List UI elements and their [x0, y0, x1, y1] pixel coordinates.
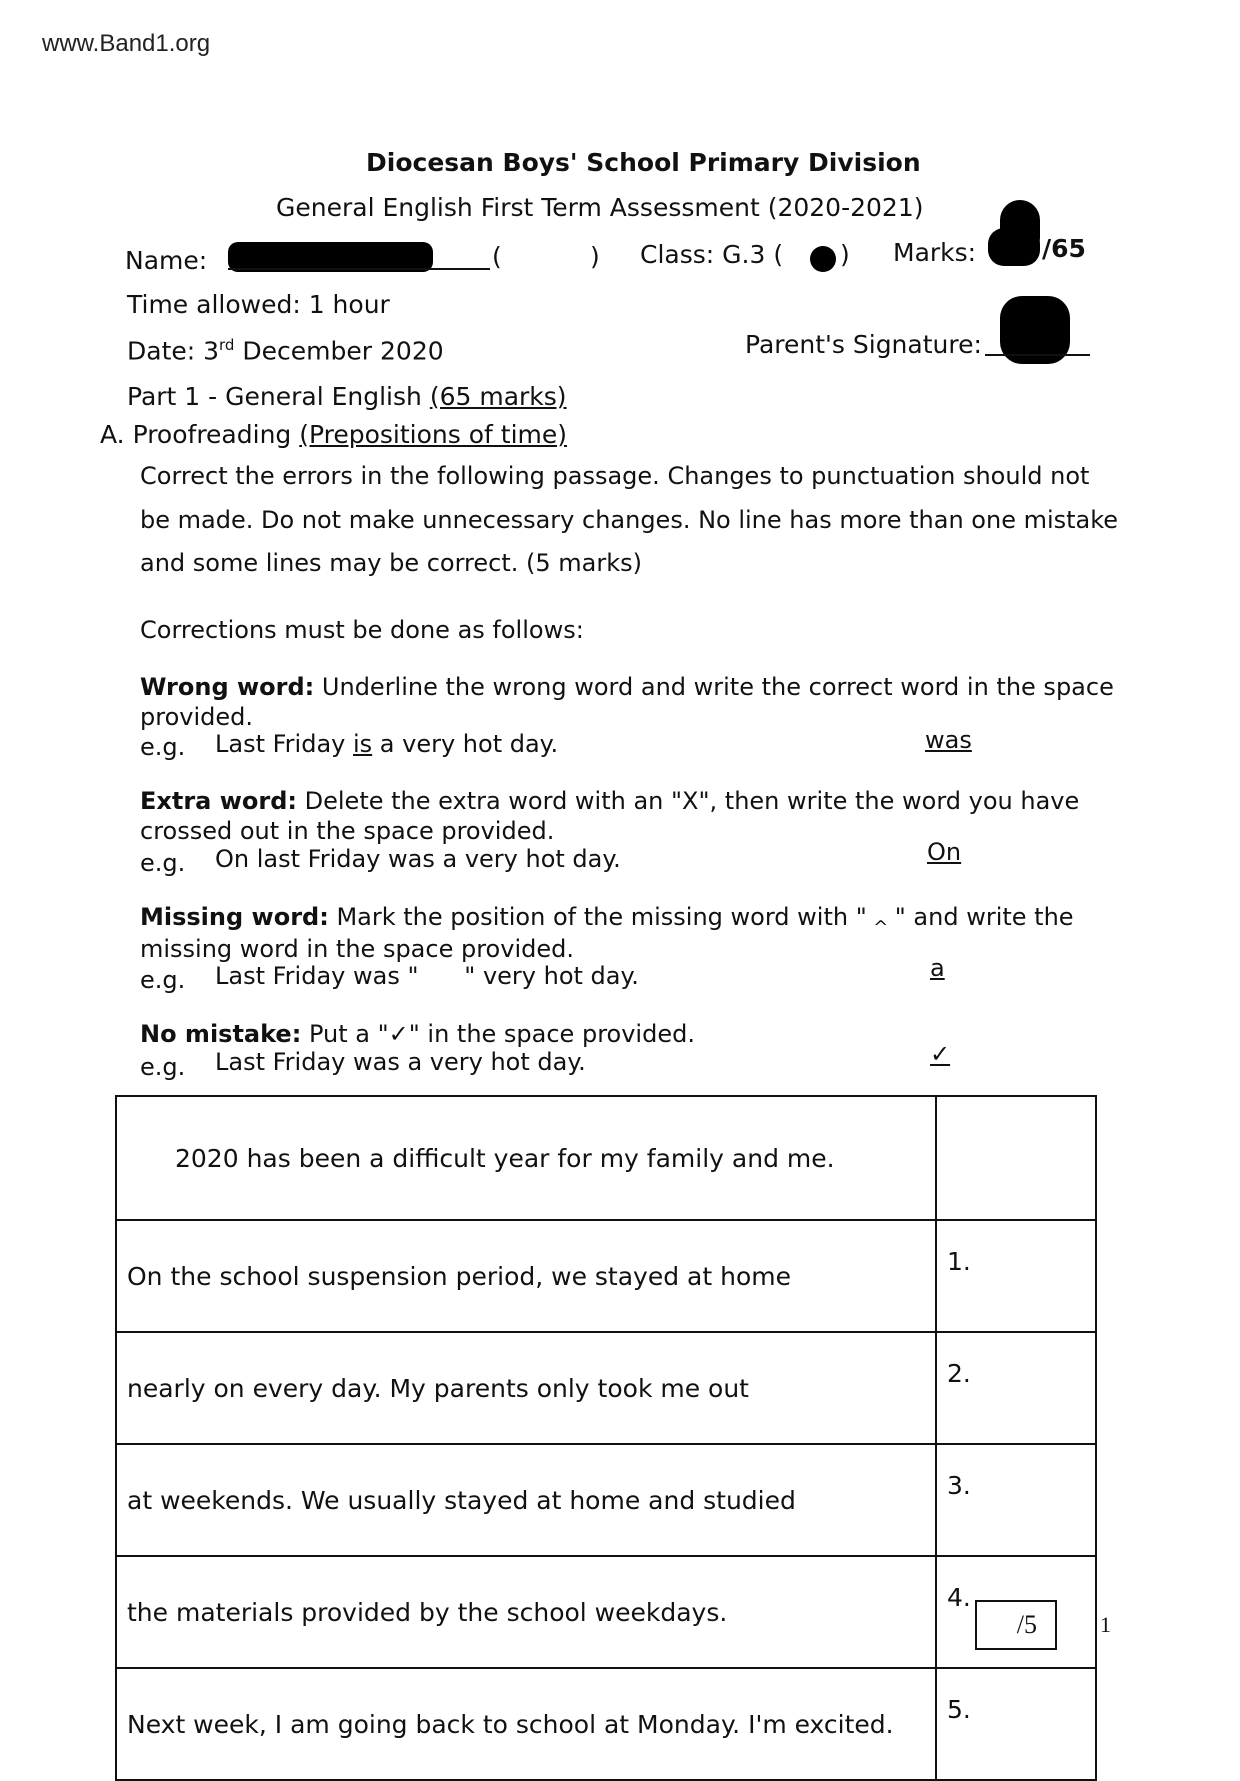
rule-extra-word: Extra word: Delete the extra word with an "X", then write the word you have — [140, 787, 1080, 815]
answer-cell[interactable]: 1. — [936, 1220, 1096, 1332]
passage-line: nearly on every day. My parents only took me out — [116, 1332, 936, 1444]
rule-missing-word-cont: missing word in the space provided. — [140, 935, 574, 963]
rule-extra-eg: e.g. — [140, 849, 186, 877]
passage-line: the materials provided by the school weekdays. — [116, 1556, 936, 1668]
passage-line: Next week, I am going back to school at Monday. I'm excited. — [116, 1668, 936, 1780]
class-label: Class: G.3 ( — [640, 240, 784, 269]
table-row — [116, 1096, 1096, 1220]
rule-none-example: Last Friday was a very hot day. — [215, 1048, 586, 1076]
watermark: www.Band1.org — [42, 30, 211, 57]
rule-no-mistake: No mistake: Put a "✓" in the space provided. — [140, 1020, 695, 1048]
rule-extra-example: On last Friday was a very hot day. — [215, 845, 621, 873]
rule-missing-word: Missing word: Mark the position of the missing word with " ^ " and write the — [140, 903, 1074, 938]
passage-line: at weekends. We usually stayed at home and studied — [116, 1444, 936, 1556]
instructions-line-2: be made. Do not make unnecessary changes. No line has more than one mistake — [140, 506, 1119, 534]
class-number-paren-open: ( — [492, 242, 502, 271]
proofreading-table — [115, 1095, 1097, 1781]
redacted-marks — [988, 228, 1040, 266]
rule-extra-answer: On — [927, 838, 962, 866]
answer-cell[interactable]: 5. — [936, 1668, 1096, 1780]
answer-cell[interactable]: 3. — [936, 1444, 1096, 1556]
instructions-line-3: and some lines may be correct. (5 marks) — [140, 549, 643, 577]
passage-line: 2020 has been a difficult year for my family and me. — [116, 1096, 936, 1220]
parent-signature-label: Parent's Signature: — [745, 330, 982, 359]
rule-missing-eg: e.g. — [140, 966, 186, 994]
redacted-class-number — [810, 246, 836, 272]
marks-total: /65 — [1042, 234, 1086, 263]
class-close: ) — [840, 240, 850, 269]
corrections-heading: Corrections must be done as follows: — [140, 616, 584, 644]
time-allowed: Time allowed: 1 hour — [127, 290, 390, 319]
answer-cell[interactable]: 2. — [936, 1332, 1096, 1444]
section-a-heading: A. Proofreading (Prepositions of time) — [100, 420, 568, 449]
marks-label: Marks: — [893, 238, 977, 267]
rule-missing-example: Last Friday was " " very hot day. — [215, 962, 639, 990]
rule-missing-answer: a — [930, 954, 945, 982]
assessment-title: General English First Term Assessment (2020-2021) — [276, 193, 924, 222]
section-score-box: /5 — [975, 1600, 1057, 1650]
table-row — [116, 1220, 1096, 1332]
date: Date: 3rd December 2020 — [127, 336, 444, 366]
page-number: 1 — [1100, 1612, 1111, 1637]
school-name: Diocesan Boys' School Primary Division — [366, 148, 921, 177]
instructions-line-1: Correct the errors in the following passage. Changes to punctuation should not — [140, 462, 1090, 490]
rule-extra-word-cont: crossed out in the space provided. — [140, 817, 555, 845]
rule-wrong-example: Last Friday is a very hot day. — [215, 730, 559, 758]
rule-wrong-answer: was — [925, 726, 972, 754]
answer-cell[interactable] — [936, 1096, 1096, 1220]
table-row — [116, 1668, 1096, 1780]
part1-heading: Part 1 - General English (65 marks) — [127, 382, 567, 411]
answer-cell[interactable]: 4. — [936, 1556, 1096, 1668]
table-row — [116, 1444, 1096, 1556]
table-row — [116, 1332, 1096, 1444]
rule-wrong-eg: e.g. — [140, 733, 186, 761]
rule-none-answer: ✓ — [930, 1040, 951, 1068]
name-label: Name: — [125, 246, 208, 275]
rule-wrong-word-cont: provided. — [140, 703, 253, 731]
passage-line: On the school suspension period, we stayed at home — [116, 1220, 936, 1332]
table-row — [116, 1556, 1096, 1668]
signature-line — [985, 354, 1090, 356]
class-number-paren-close: ) — [590, 242, 600, 271]
rule-none-eg: e.g. — [140, 1053, 186, 1081]
rule-wrong-word: Wrong word: Underline the wrong word and write the correct word in the space — [140, 673, 1114, 701]
name-line — [228, 268, 490, 270]
